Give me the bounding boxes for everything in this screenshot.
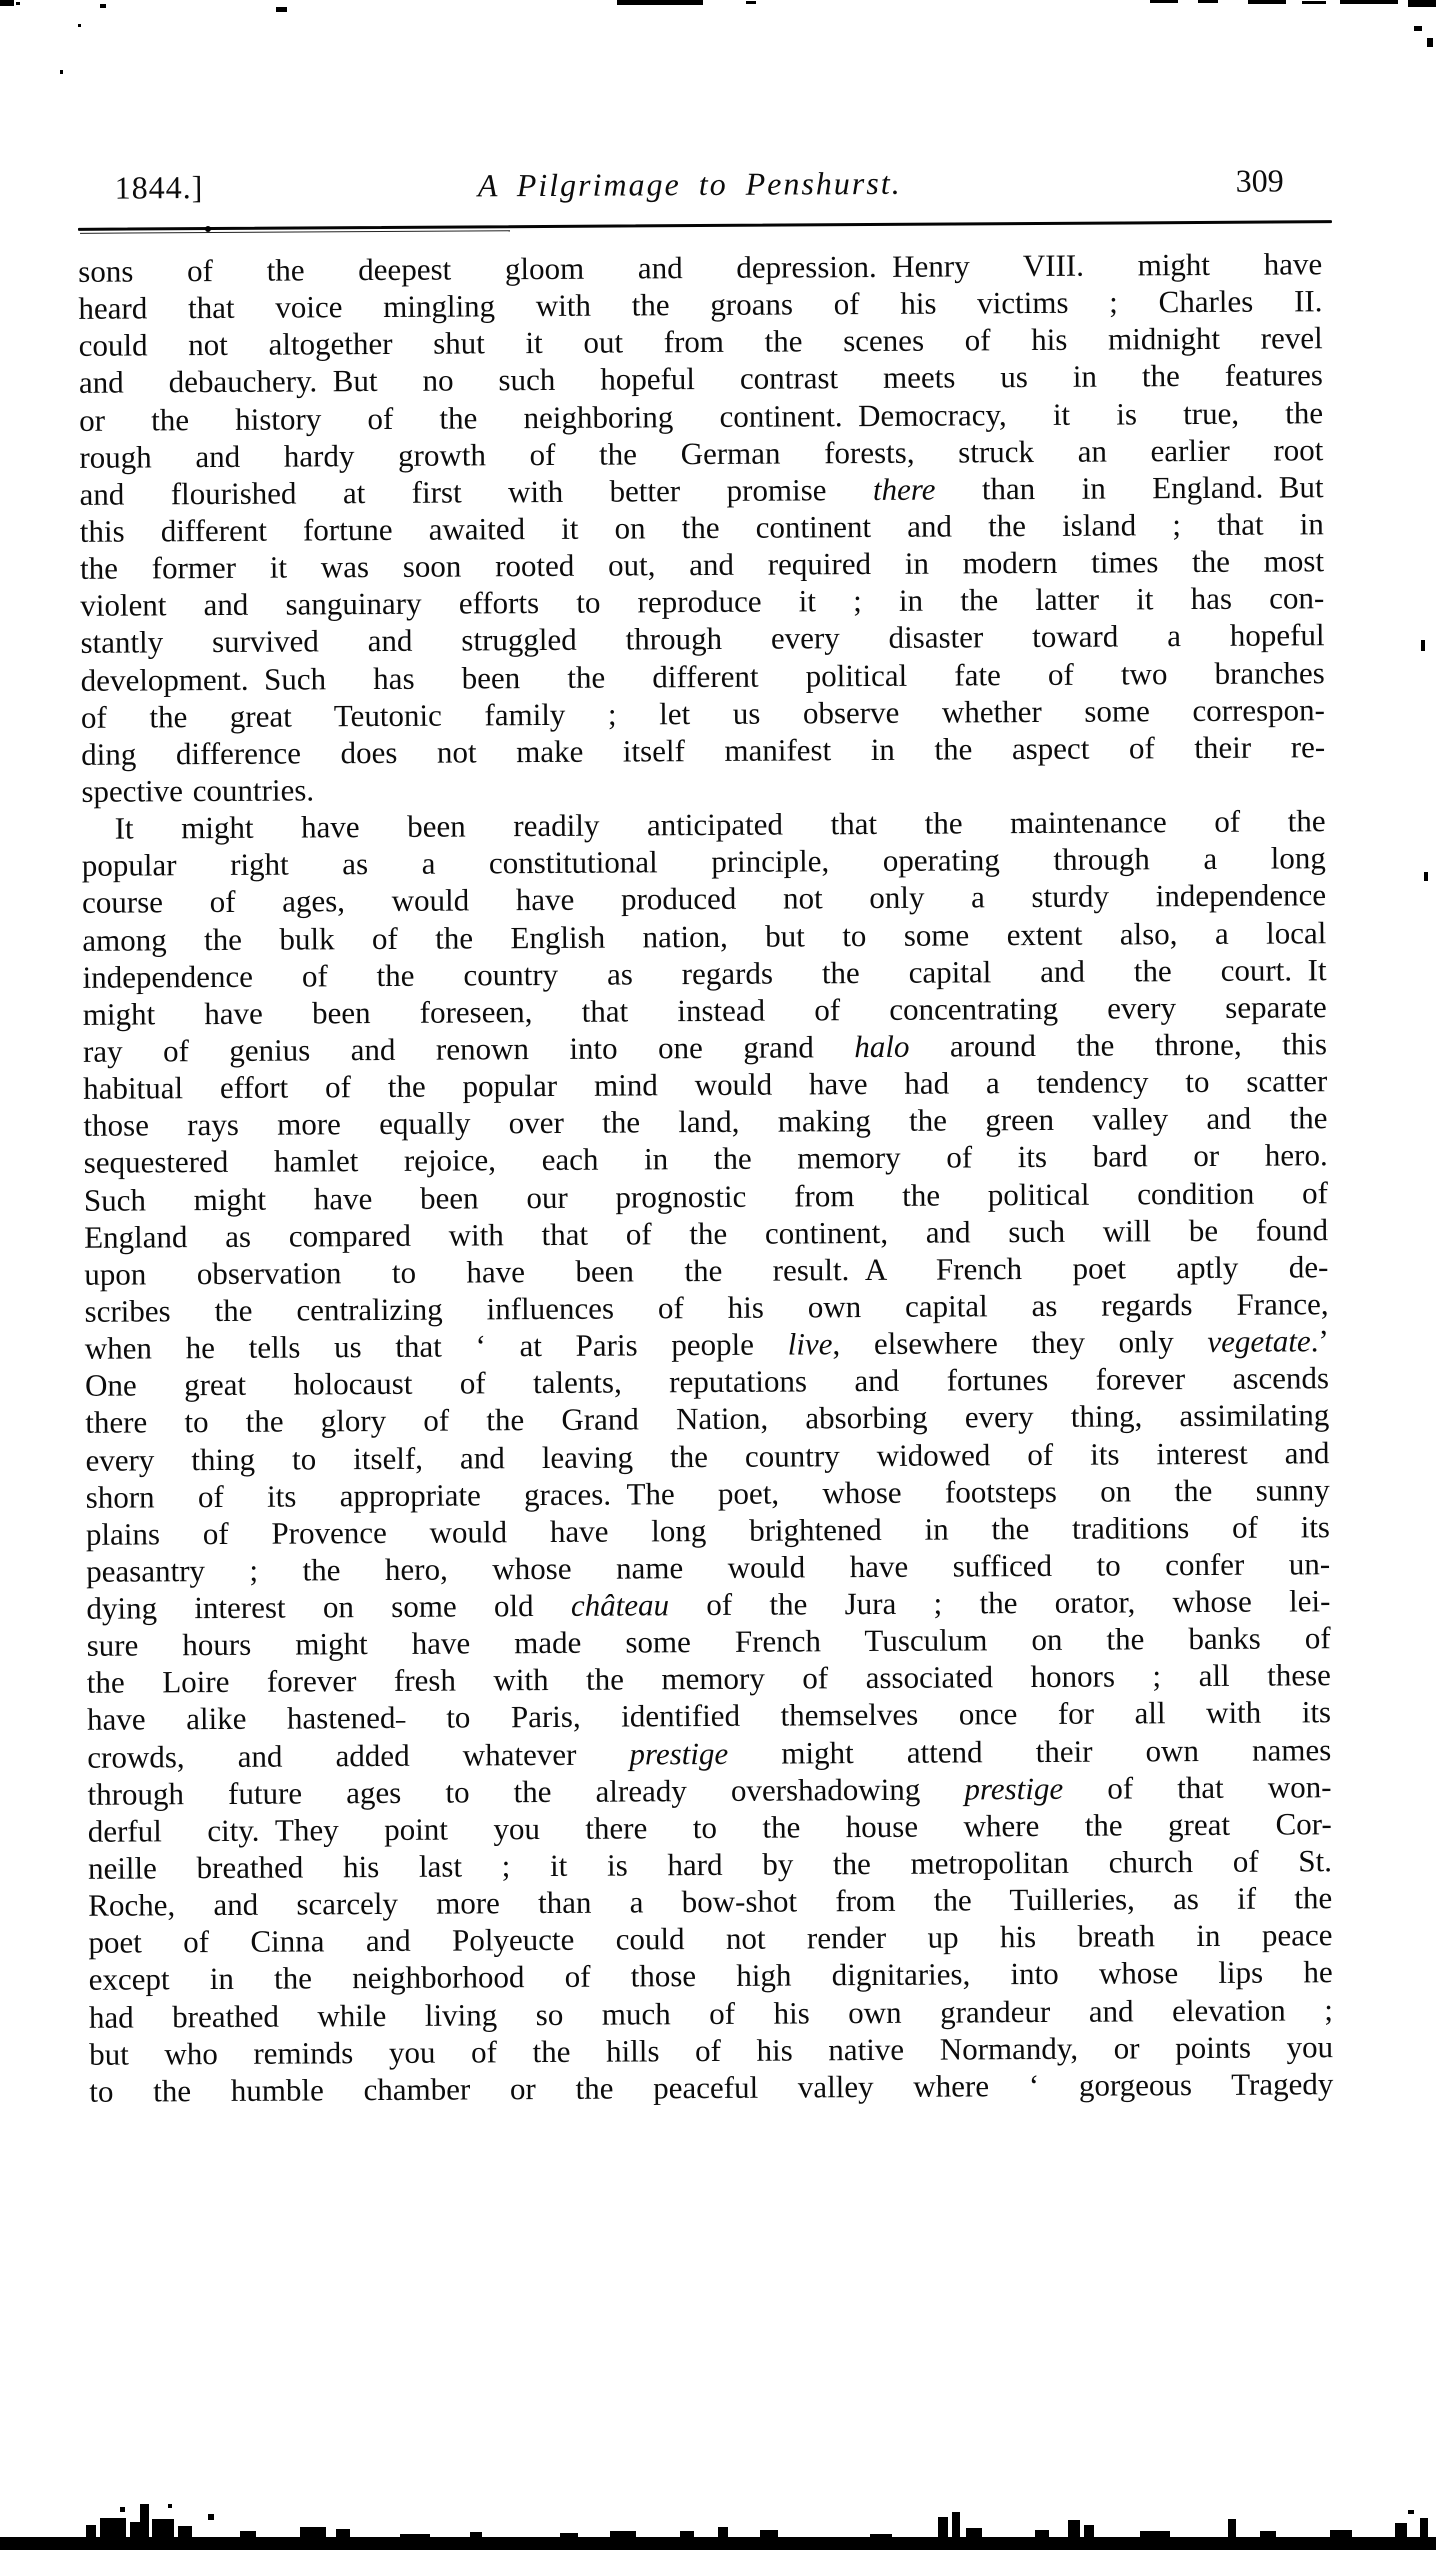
scan-artifact [140,2504,149,2538]
scan-artifact [100,2518,126,2540]
scan-artifact [1260,2531,1276,2540]
text-segment: upon observation to have been the result. A French poet aptly de- [84,1249,1329,1292]
header-page-number: 309 [1235,162,1284,199]
text-segment: of the great Teutonic family ; let us observe whether some correspon- [80,691,1326,735]
body-text [78,245,1333,2110]
text-segment: peasantry ; the hero, whose name would have sufficed to confer un- [86,1546,1331,1589]
scan-artifact [1424,872,1428,881]
text-segment: , elsewhere they only [832,1324,1208,1362]
scan-artifact [178,2526,192,2540]
scan-artifact [168,2504,172,2508]
text-segment: shorn of its appropriate graces. The poet, whose footsteps on the sunny [85,1471,1330,1515]
scan-artifact [78,24,81,27]
italic-text: prestige [629,1735,729,1772]
scan-artifact [86,2525,96,2539]
text-segment: this different fortune awaited it on the continent and the island ; that in [79,506,1324,549]
scan-artifact [120,2507,125,2512]
scan-artifact [1427,38,1433,47]
text-segment: It might have been readily anticipated that the maintenance of the [114,803,1326,846]
text-segment: might have been foreseen, that instead of concentrating every separate [82,989,1327,1032]
scan-artifact [1302,1,1326,4]
scan-artifact [952,2512,960,2539]
running-header [78,160,1332,212]
text-segment: to the humble chamber or the peaceful valley where ‘ gorgeous Tragedy [89,2066,1334,2109]
scan-artifact [400,2534,430,2541]
italic-text: there [872,471,936,507]
text-segment: the former it was soon rooted out, and required in modern times the most [79,543,1325,586]
scan-artifact [1228,2519,1236,2539]
text-segment: might attend their own names [728,1731,1332,1771]
text-segment: around the throne, this [909,1026,1328,1064]
scan-artifact [1140,2531,1170,2540]
text-segment: when he tells us that ‘ at Paris people [84,1326,788,1366]
text-segment: habitual effort of the popular mind would have had a tendency to scatter [83,1063,1328,1106]
text-segment: ray of genius and renown into one grand [82,1029,855,1069]
text-segment: heard that voice mingling with the groans of his victims ; Charles II. [78,283,1323,326]
italic-text: château [570,1587,670,1623]
text-segment: those rays more equally over the land, making the green valley and the [83,1100,1328,1144]
scan-artifact [617,0,703,5]
scan-artifact [276,7,287,12]
scan-artifact [938,2517,948,2539]
text-segment: violent and sanguinary efforts to reproduce it ; in the latter it has con- [80,580,1325,624]
scan-artifact [1035,2530,1049,2540]
scan-artifact [718,2527,728,2538]
scan-artifact [1248,0,1286,4]
scan-artifact [1408,2510,1414,2514]
header-rule [78,220,1332,231]
italic-text: vegetate [1207,1323,1311,1360]
scan-artifact [966,2528,982,2540]
text-segment: One great holocaust of talents, reputations and fortunes forever ascends [84,1360,1330,1404]
scan-artifact [746,1,756,4]
scan-artifact [205,226,211,232]
scan-artifact [152,2519,174,2539]
text-segment: ding difference does not make itself manifest in the aspect of their re- [81,729,1326,772]
scan-artifact [60,70,63,74]
text-segment: Roche, and scarcely more than a bow-shot from the Tuilleries, as if the [88,1880,1333,1923]
scan-artifact [208,2514,214,2520]
scan-artifact [1414,26,1422,31]
printed-sheet [77,0,1347,2554]
scan-artifact [760,2530,778,2539]
text-segment: Such might have been our prognostic from the political condition of [83,1174,1328,1218]
scan-artifact [610,2531,636,2539]
scan-artifact [1408,0,1436,7]
text-segment: sequestered hamlet rejoice, each in the memory of its bard or hero. [83,1137,1328,1181]
header-year: 1844.] [114,169,204,206]
text-segment: had breathed while living so much of his own grandeur and elevation ; [88,1991,1333,2035]
text-segment: .’ [1310,1323,1329,1359]
text-segment: sons of the deepest gloom and depression. Henry VIII. might have [78,246,1323,289]
text-segment: or the history of the neighboring continent. Democracy, it is true, the [79,394,1324,438]
text-segment: and flourished at first with better promise [79,471,874,512]
header-rule-shadow [80,230,510,234]
italic-text: prestige [964,1770,1064,1807]
scan-artifact [100,4,106,8]
text-segment: the Loire forever fresh with the memory of associated honors ; all these [86,1657,1331,1701]
scan-artifact [1084,2525,1094,2539]
text-segment: development. Such has been the different political fate of two branches [80,654,1325,698]
scan-artifact [1421,640,1425,651]
scan-artifact [0,0,14,6]
scan-artifact [870,2534,892,2541]
scan-artifact [1198,0,1218,3]
header-title: A Pilgrimage to Penshurst. [477,164,902,204]
text-segment: derful city. They point you there to the house where the great Cor- [87,1806,1332,1849]
text-segment: poet of Cinna and Polyeucte could not render up his breath in peace [88,1917,1333,1961]
scan-artifact [1395,2523,1407,2539]
text-segment: of the Jura ; the orator, whose lei- [668,1583,1331,1623]
scan-artifact [16,2,20,5]
scan-artifact [560,2533,578,2540]
text-segment: popular right as a constitutional principle, operating through a long [81,840,1326,884]
text-segment: and debauchery. But no such hopeful contrast meets us in the features [78,357,1324,401]
scan-artifact [300,2527,326,2540]
scan-artifact [1150,0,1178,3]
scan-artifact [1068,2520,1080,2539]
scan-artifact [1420,2518,1428,2538]
text-segment: crowds, and added whatever [87,1736,630,1775]
text-segment: of that won- [1063,1768,1332,1806]
text-segment: there to the glory of the Grand Nation, absorbing every thing, assimilating [85,1397,1330,1441]
text-segment: stantly survived and struggled through every disaster toward a hopeful [80,617,1325,661]
text-segment: spective countries. [81,772,315,809]
text-segment: except in the neighborhood of those high dignitaries, into whose lips he [88,1954,1333,1998]
text-segment: could not altogether shut it out from the scenes of his midnight revel [78,320,1323,364]
scan-artifact [240,2531,256,2540]
text-segment: sure hours might have made some French Tusculum on the banks of [86,1620,1331,1664]
text-line [89,2065,1333,2110]
text-segment: plains of Provence would have long brightened in the traditions of its [85,1508,1331,1552]
italic-text: halo [854,1028,910,1065]
text-segment: have alike hastened˗ to Paris, identified themselves once for all with its [86,1694,1332,1738]
text-segment: independence of the country as regards the capital and the court. It [82,951,1327,995]
text-segment: England as compared with that of the continent, and such will be found [84,1211,1329,1255]
text-segment: rough and hardy growth of the German forests, struck an earlier root [79,431,1324,475]
scan-artifact [336,2529,350,2539]
scan-artifact [1340,0,1398,4]
scan-artifact [470,2532,482,2540]
text-segment: through future ages to the already overshadowing [87,1771,965,1812]
scan-artifact [680,2531,694,2540]
italic-text: live [787,1326,833,1362]
scan-artifact [1330,2530,1352,2540]
text-segment: neille breathed his last ; it is hard by the metropolitan church of St. [87,1843,1333,1886]
text-segment: every thing to itself, and leaving the country widowed of its interest and [85,1434,1330,1478]
text-segment: dying interest on some old [86,1587,571,1626]
text-segment: but who reminds you of the hills of his native Normandy, or points you [89,2028,1334,2072]
scan-noise-bottom [0,2537,1436,2550]
text-segment: than in England. But [935,469,1324,507]
text-segment: among the bulk of the English nation, but to some extent also, a local [82,914,1327,958]
text-segment: scribes the centralizing influences of his own capital as regards France, [84,1286,1329,1329]
text-line [81,728,1325,773]
text-segment: course of ages, would have produced not only a sturdy independence [81,877,1327,921]
